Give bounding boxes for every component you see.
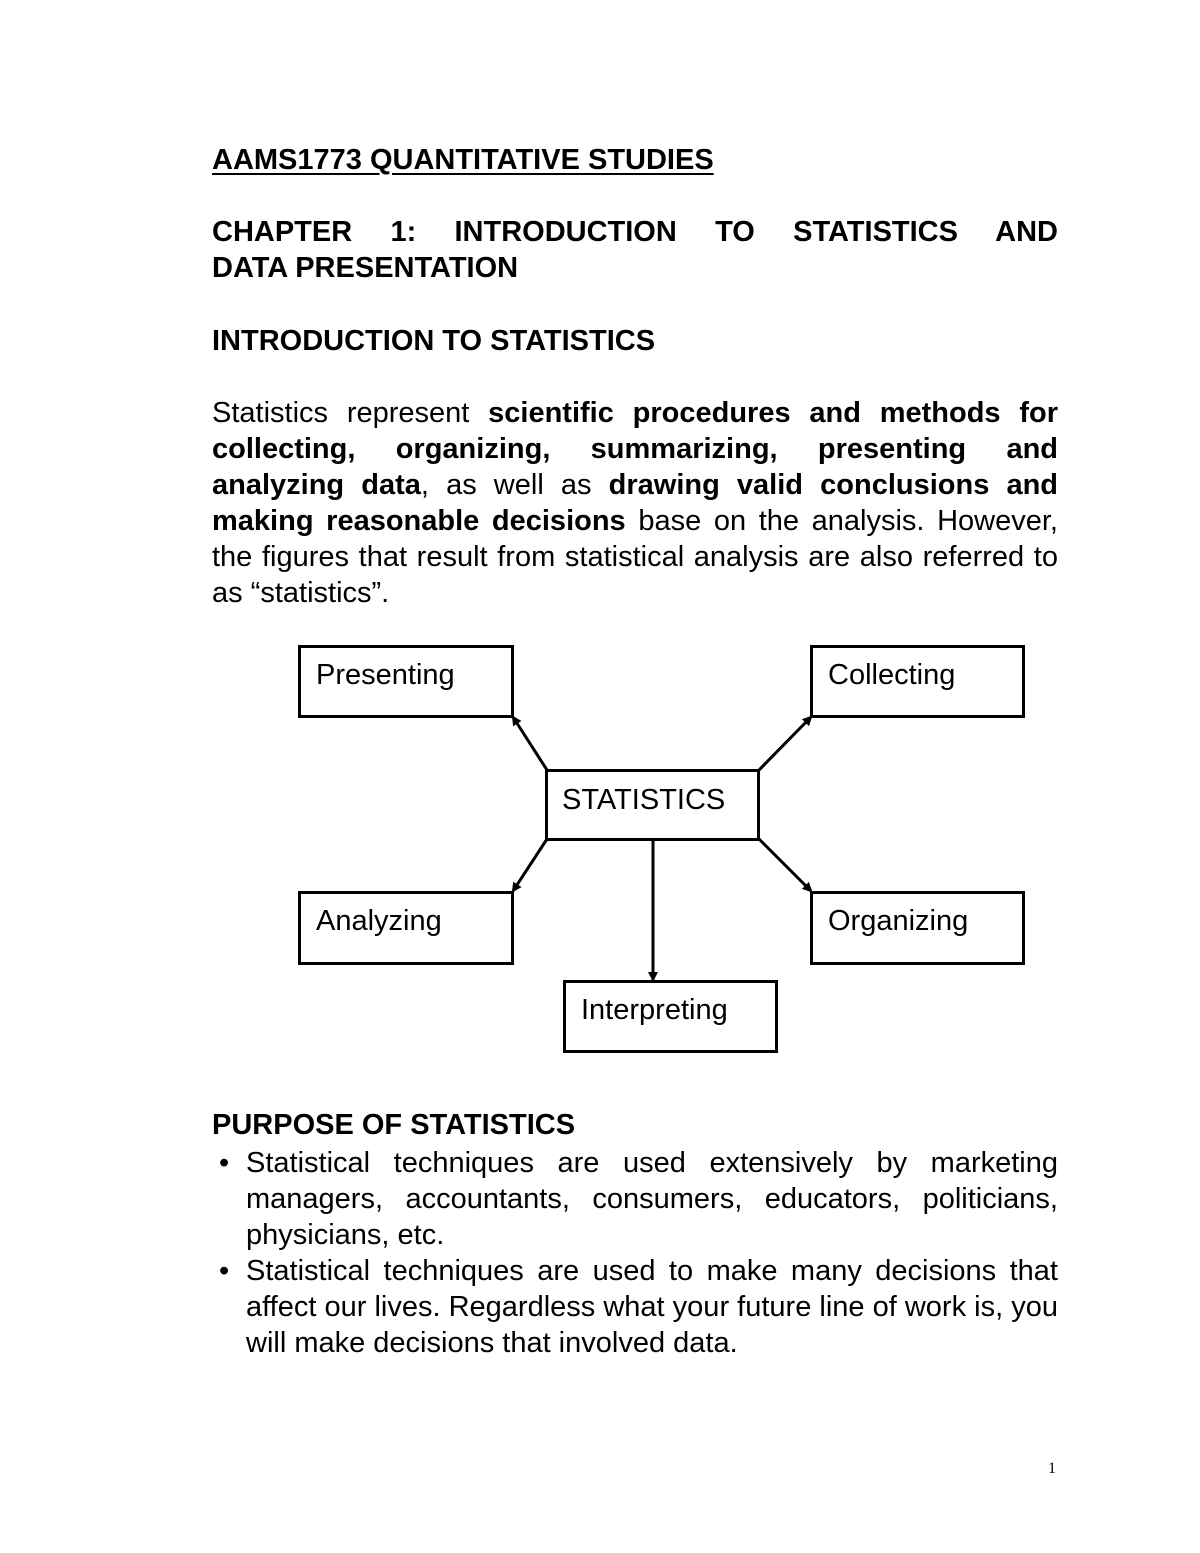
organizing-box: Organizing: [810, 891, 1025, 965]
purpose-heading: PURPOSE OF STATISTICS: [212, 1109, 576, 1141]
list-item: [212, 1253, 1058, 1361]
bullet-icon: •: [219, 1147, 230, 1179]
bullet-icon: •: [219, 1255, 230, 1287]
intro-text-3: base on the analysis. However, the figures that result from statistical analysis are also referred to as “statistics”.: [212, 505, 1058, 609]
arrow-to-collecting: [759, 717, 811, 770]
intro-text-2: , as well as: [420, 469, 609, 501]
course-title: AAMS1773 QUANTITATIVE STUDIES: [212, 144, 714, 176]
arrow-to-presenting: [513, 717, 547, 770]
intro-bold-1: scientific procedures and methods for collecting, organizing, summarizing, presenting and analyzing data: [212, 397, 1058, 501]
list-item-text: Statistical techniques are used to make many decisions that affect our lives. Regardless what your future line of work is, you will make decisions that involved data.: [246, 1255, 1058, 1359]
presenting-box: Presenting: [298, 645, 514, 718]
chapter-title-line-2: DATA PRESENTATION: [212, 252, 519, 284]
page-number: 1: [1048, 1460, 1056, 1477]
arrow-to-organizing: [759, 839, 811, 891]
list-item-text: Statistical techniques are used extensively by marketing managers, accountants, consumers, educators, politicians, physicians, etc.: [246, 1147, 1058, 1251]
list-item: [212, 1145, 1058, 1253]
collecting-box: Collecting: [810, 645, 1025, 718]
purpose-bullet-list: [212, 1145, 1058, 1361]
chapter-title-line-1: CHAPTER 1: INTRODUCTION TO STATISTICS AND: [212, 216, 1058, 248]
interpreting-box: Interpreting: [563, 980, 778, 1053]
analyzing-box: Analyzing: [298, 891, 514, 965]
intro-bold-2: drawing valid conclusions and making reasonable decisions: [212, 469, 1059, 537]
statistics-center-box: STATISTICS: [545, 769, 760, 841]
intro-text-1: Statistics represent: [212, 397, 489, 429]
intro-heading: INTRODUCTION TO STATISTICS: [212, 325, 656, 357]
arrow-to-analyzing: [513, 839, 547, 891]
